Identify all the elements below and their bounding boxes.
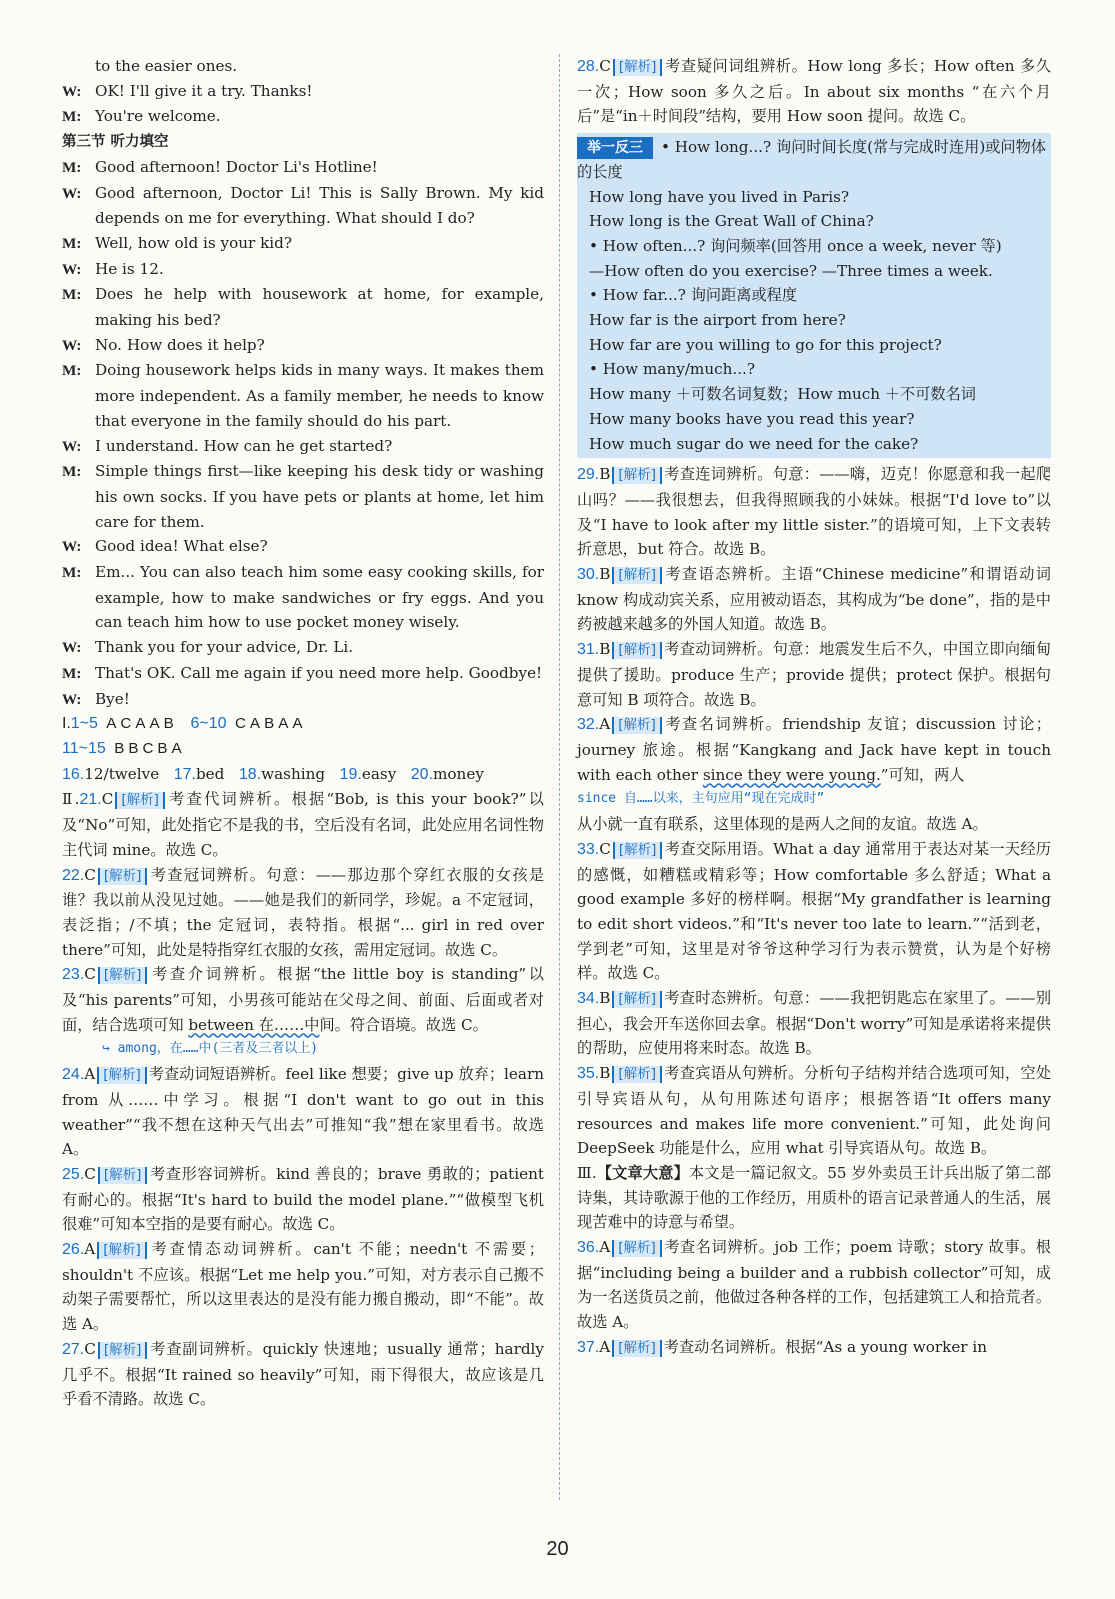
dialog-text: Good idea! What else? — [95, 537, 268, 556]
speaker-label: W: — [62, 82, 82, 100]
tips-box-lines — [577, 135, 1047, 456]
tips-text: How long have you lived in Paris? — [589, 187, 850, 206]
annotation-note: since 自……以来，主句应用“现在完成时” — [577, 791, 825, 807]
dialog-part2 — [62, 155, 544, 712]
speaker-label: M: — [62, 463, 82, 481]
tips-line — [577, 357, 1047, 382]
tips-text: • How far...? 询问距离或程度 — [589, 286, 798, 305]
dialog-text: Simple things first—like keeping his desk tidy or washing his own socks. If you have pets or plants at home, let him care for them. — [95, 462, 544, 531]
dialog-line — [62, 104, 544, 130]
question-22: 22.C [解析] 考查冠词辨析。句意：——那边那个穿红衣服的女孩是谁？我以前从没见过她。——她是我们的新同学，珍妮。a 不定冠词，表泛指；/不填；the 定冠词，表特指。根据“... girl in red over there”可知，此处是特指穿红衣服的女孩，需用定冠词。故选 C。 — [62, 865, 544, 959]
dialog-line — [62, 560, 544, 635]
tips-text: —How often do you exercise? —Three times a week. — [589, 261, 993, 280]
speaker-label: M: — [62, 564, 82, 582]
dialog-text: You're welcome. — [95, 107, 221, 126]
question-32: 32.A [解析] 考查名词辨析。friendship 友谊；discussion 讨论；journey 旅途。根据“Kangkang and Jack have kept in touch with each other since they were young.”可知，两人 — [577, 715, 1051, 784]
question-32-cont: 从小就一直有联系，这里体现的是两人之间的友谊。故选 A。 — [577, 815, 988, 834]
tips-text: How much sugar do we need for the cake? — [589, 434, 919, 453]
tips-box-title: 举一反三 — [577, 137, 653, 159]
question-33: 33.C [解析] 考查交际用语。What a day 通常用于表达对某一天经历的感慨，如糟糕或精彩等；How comfortable 多么舒适；What a good example 多好的榜样啊。根据“My grandfather is learning to edit short videos.”和“It's never too late to learn.”“活到老，学到老”可知，这里是对爷爷这种学习行为表示赞赏，认为是个好榜样。故选 C。 — [577, 839, 1051, 983]
annotation-note: ↪ among，在……中(三者及三者以上) — [102, 1041, 319, 1057]
tips-text: How long is the Great Wall of China? — [589, 212, 874, 231]
speaker-label: W: — [62, 437, 82, 455]
dialog-line — [62, 231, 544, 257]
question-29: 29.B [解析] 考查连词辨析。句意：——嗨，迈克！你愿意和我一起爬山吗？——我很想去，但我得照顾我的小妹妹。根据“I'd love to”以及“I have to look after my little sister.”的语境可知，上下文表转折意思，but 符合。故选 B。 — [577, 465, 1051, 559]
tips-text: • How long...? 询问时间长度(常与完成时连用)或问物体的长度 — [577, 138, 1046, 181]
tips-line — [577, 234, 1047, 259]
dialog-line — [62, 687, 544, 713]
tips-line — [577, 135, 1047, 184]
dialog-text: Good afternoon, Doctor Li! This is Sally Brown. My kid depends on me for everything. What should I do? — [95, 183, 544, 228]
dialog-text: He is 12. — [95, 259, 164, 278]
tips-line — [577, 432, 1047, 457]
speaker-label: M: — [62, 108, 82, 126]
speaker-label: M: — [62, 286, 82, 304]
speaker-label: M: — [62, 234, 82, 252]
speaker-label: W: — [62, 184, 82, 202]
speaker-label: W: — [62, 690, 82, 708]
dialog-text: Thank you for your advice, Dr. Li. — [95, 638, 354, 657]
tips-text: How many books have you read this year? — [589, 409, 915, 428]
tips-text: How many ＋可数名词复数；How much ＋不可数名词 — [589, 385, 976, 404]
question-37: 37.A [解析] 考查动名词辨析。根据“As a young worker in — [577, 1337, 988, 1356]
dialog-text: Does he help with housework at home, for example, making his bed? — [95, 285, 544, 330]
question-23: 23.C [解析] 考查介词辨析。根据“the little boy is standing”以及“his parents”可知，小男孩可能站在父母之间、前面、后面或者对面，结合选项可知 between 在……中间。符合语境。故选 C。 — [62, 965, 544, 1034]
tips-box — [577, 133, 1051, 458]
dialog-line — [62, 155, 544, 181]
speaker-label: M: — [62, 664, 82, 682]
dialog-line — [62, 257, 544, 283]
dialog-line — [62, 181, 544, 231]
dialog-text: Em... You can also teach him some easy cooking skills, for example, how to make sandwiches or fry eggs. And you can teach him how to use pocket money wisely. — [95, 563, 544, 632]
question-24: 24.A [解析] 考查动词短语辨析。feel like 想要；give up 放弃；learn from 从……中学习。根据“I don't want to go out in this weather”“我不想在这种天气出去”可推知“我”想在家里看书。故选 A。 — [62, 1065, 544, 1159]
left-column — [62, 54, 544, 1412]
dialog-text: That's OK. Call me again if you need more help. Goodbye! — [95, 663, 543, 682]
question-34: 34.B [解析] 考查时态辨析。句意：——我把钥匙忘在家里了。——别担心，我会开车送你回去拿。根据“Don't worry”可知是承诺将来提供的帮助，应使用将来时态。故选 B。 — [577, 989, 1051, 1058]
dialog-line — [62, 661, 544, 687]
question-30: 30.B [解析] 考查语态辨析。主语“Chinese medicine”和谓语动词 know 构成动宾关系，应用被动语态，其构成为“be done”，指的是中药被越来越多的外国人知道。故选 B。 — [577, 565, 1051, 634]
dialog-line — [62, 534, 544, 560]
tips-text: • How often...? 询问频率(回答用 once a week, never 等) — [589, 236, 1002, 255]
tips-line — [577, 382, 1047, 407]
tips-text: How far is the airport from here? — [589, 311, 846, 330]
answers-block-1: Ⅰ.1~5 ACAAB 6~10 CABAA — [62, 715, 307, 733]
dialog-line — [62, 79, 544, 105]
question-28: 28.C [解析] 考查疑问词组辨析。How long 多长；How often 多久一次；How soon 多久之后。In about six months “在六个月后”是“in＋时间段”结构，要用 How soon 提问。故选 C。 — [577, 57, 1051, 126]
dialog-text: to the easier ones. — [95, 57, 238, 75]
dialog-text: Doing housework helps kids in many ways. It makes them more independent. As a family member, he needs to know that everyone in the family should do his part. — [95, 361, 544, 430]
speaker-label: W: — [62, 538, 82, 556]
section-3-summary: Ⅲ.【文章大意】本文是一篇记叙文。55 岁外卖员王计兵出版了第二部诗集，其诗歌源于他的工作经历，用质朴的语言记录普通人的生活，展现苦难中的诗意与希望。 — [577, 1163, 1052, 1232]
tips-text: • How many/much...? — [589, 360, 756, 379]
speaker-label: M: — [62, 158, 82, 176]
question-25: 25.C [解析] 考查形容词辨析。kind 善良的；brave 勇敢的；patient 有耐心的。根据“It's hard to build the model plane.”“做模型飞机很难”可知本空指的是要有耐心。故选 C。 — [62, 1164, 544, 1234]
tips-text: How far are you willing to go for this project? — [589, 335, 942, 354]
column-divider — [559, 54, 560, 1500]
dialog-text: I understand. How can he get started? — [95, 436, 393, 455]
tips-line — [577, 283, 1047, 308]
dialog-line — [62, 333, 544, 359]
dialog-text: Good afternoon! Doctor Li's Hotline! — [95, 157, 378, 176]
page-number: 20 — [546, 1538, 569, 1560]
arrow-icon: ↪ — [102, 1041, 110, 1057]
dialog-line — [62, 434, 544, 460]
dialog-text: No. How does it help? — [95, 335, 265, 354]
question-27: 27.C [解析] 考查副词辨析。quickly 快速地；usually 通常；hardly 几乎不。根据“It rained so heavily”可知，雨下得很大，故应该是几乎看不清路。故选 C。 — [62, 1339, 544, 1409]
tips-line — [577, 259, 1047, 284]
question-35: 35.B [解析] 考查宾语从句辨析。分析句子结构并结合选项可知，空处引导宾语从句，从句用陈述句语序；根据答语“It offers many resources and makes life more convenient.”可知，此处询问 DeepSeek 功能是什么，应用 what 引导宾语从句。故选 B。 — [577, 1064, 1051, 1158]
tips-line — [577, 209, 1047, 234]
dialog-text: Well, how old is your kid? — [95, 233, 293, 252]
dialog-text: Bye! — [95, 689, 130, 708]
speaker-label: W: — [62, 336, 82, 354]
speaker-label: M: — [62, 362, 82, 380]
question-21: Ⅱ.21.C [解析] 考查代词辨析。根据“Bob, is this your book?”以及“No”可知，此处指它不是我的书，空后没有名词，此处应用名词性物主代词 mine。故选 C。 — [62, 790, 544, 859]
dialog-line — [62, 54, 544, 79]
question-36: 36.A [解析] 考查名词辨析。job 工作；poem 诗歌；story 故事。根据“including being a builder and a rubbish collector”可知，成为一名送货员之前，他做过各种各样的工作，包括建筑工人和拾荒者。故选 A。 — [577, 1238, 1051, 1332]
question-26: 26.A [解析] 考查情态动词辨析。can't 不能；needn't 不需要；shouldn't 不应该。根据“Let me help you.”可知，对方表示自己搬不动架子需要帮忙，所以这里表达的是没有能力搬自搬动，即“不能”。故选 A。 — [62, 1240, 544, 1334]
dialog-line — [62, 358, 544, 433]
tips-line — [577, 407, 1047, 432]
dialog-text: OK! I'll give it a try. Thanks! — [95, 81, 313, 100]
speaker-label: W: — [62, 639, 82, 657]
tips-line — [577, 333, 1047, 358]
section-title: 第三节 听力填空 — [62, 134, 169, 151]
answers-block-2: 11~15 BBCBA — [62, 739, 186, 757]
dialog-line — [62, 635, 544, 661]
dialog-line — [62, 282, 544, 332]
answers-block-3: 16.12/twelve 17.bed 18.washing 19.easy 20.money — [62, 764, 484, 783]
right-column — [577, 54, 1051, 1361]
question-31: 31.B [解析] 考查动词辨析。句意：地震发生后不久，中国立即向缅甸提供了援助。produce 生产；provide 提供；protect 保护。根据句意可知 B 项符合。故选 B。 — [577, 640, 1051, 709]
dialog-line — [62, 459, 544, 534]
speaker-label: W: — [62, 260, 82, 278]
tips-line — [577, 308, 1047, 333]
dialog-part1 — [62, 54, 544, 130]
tips-line — [577, 185, 1047, 210]
